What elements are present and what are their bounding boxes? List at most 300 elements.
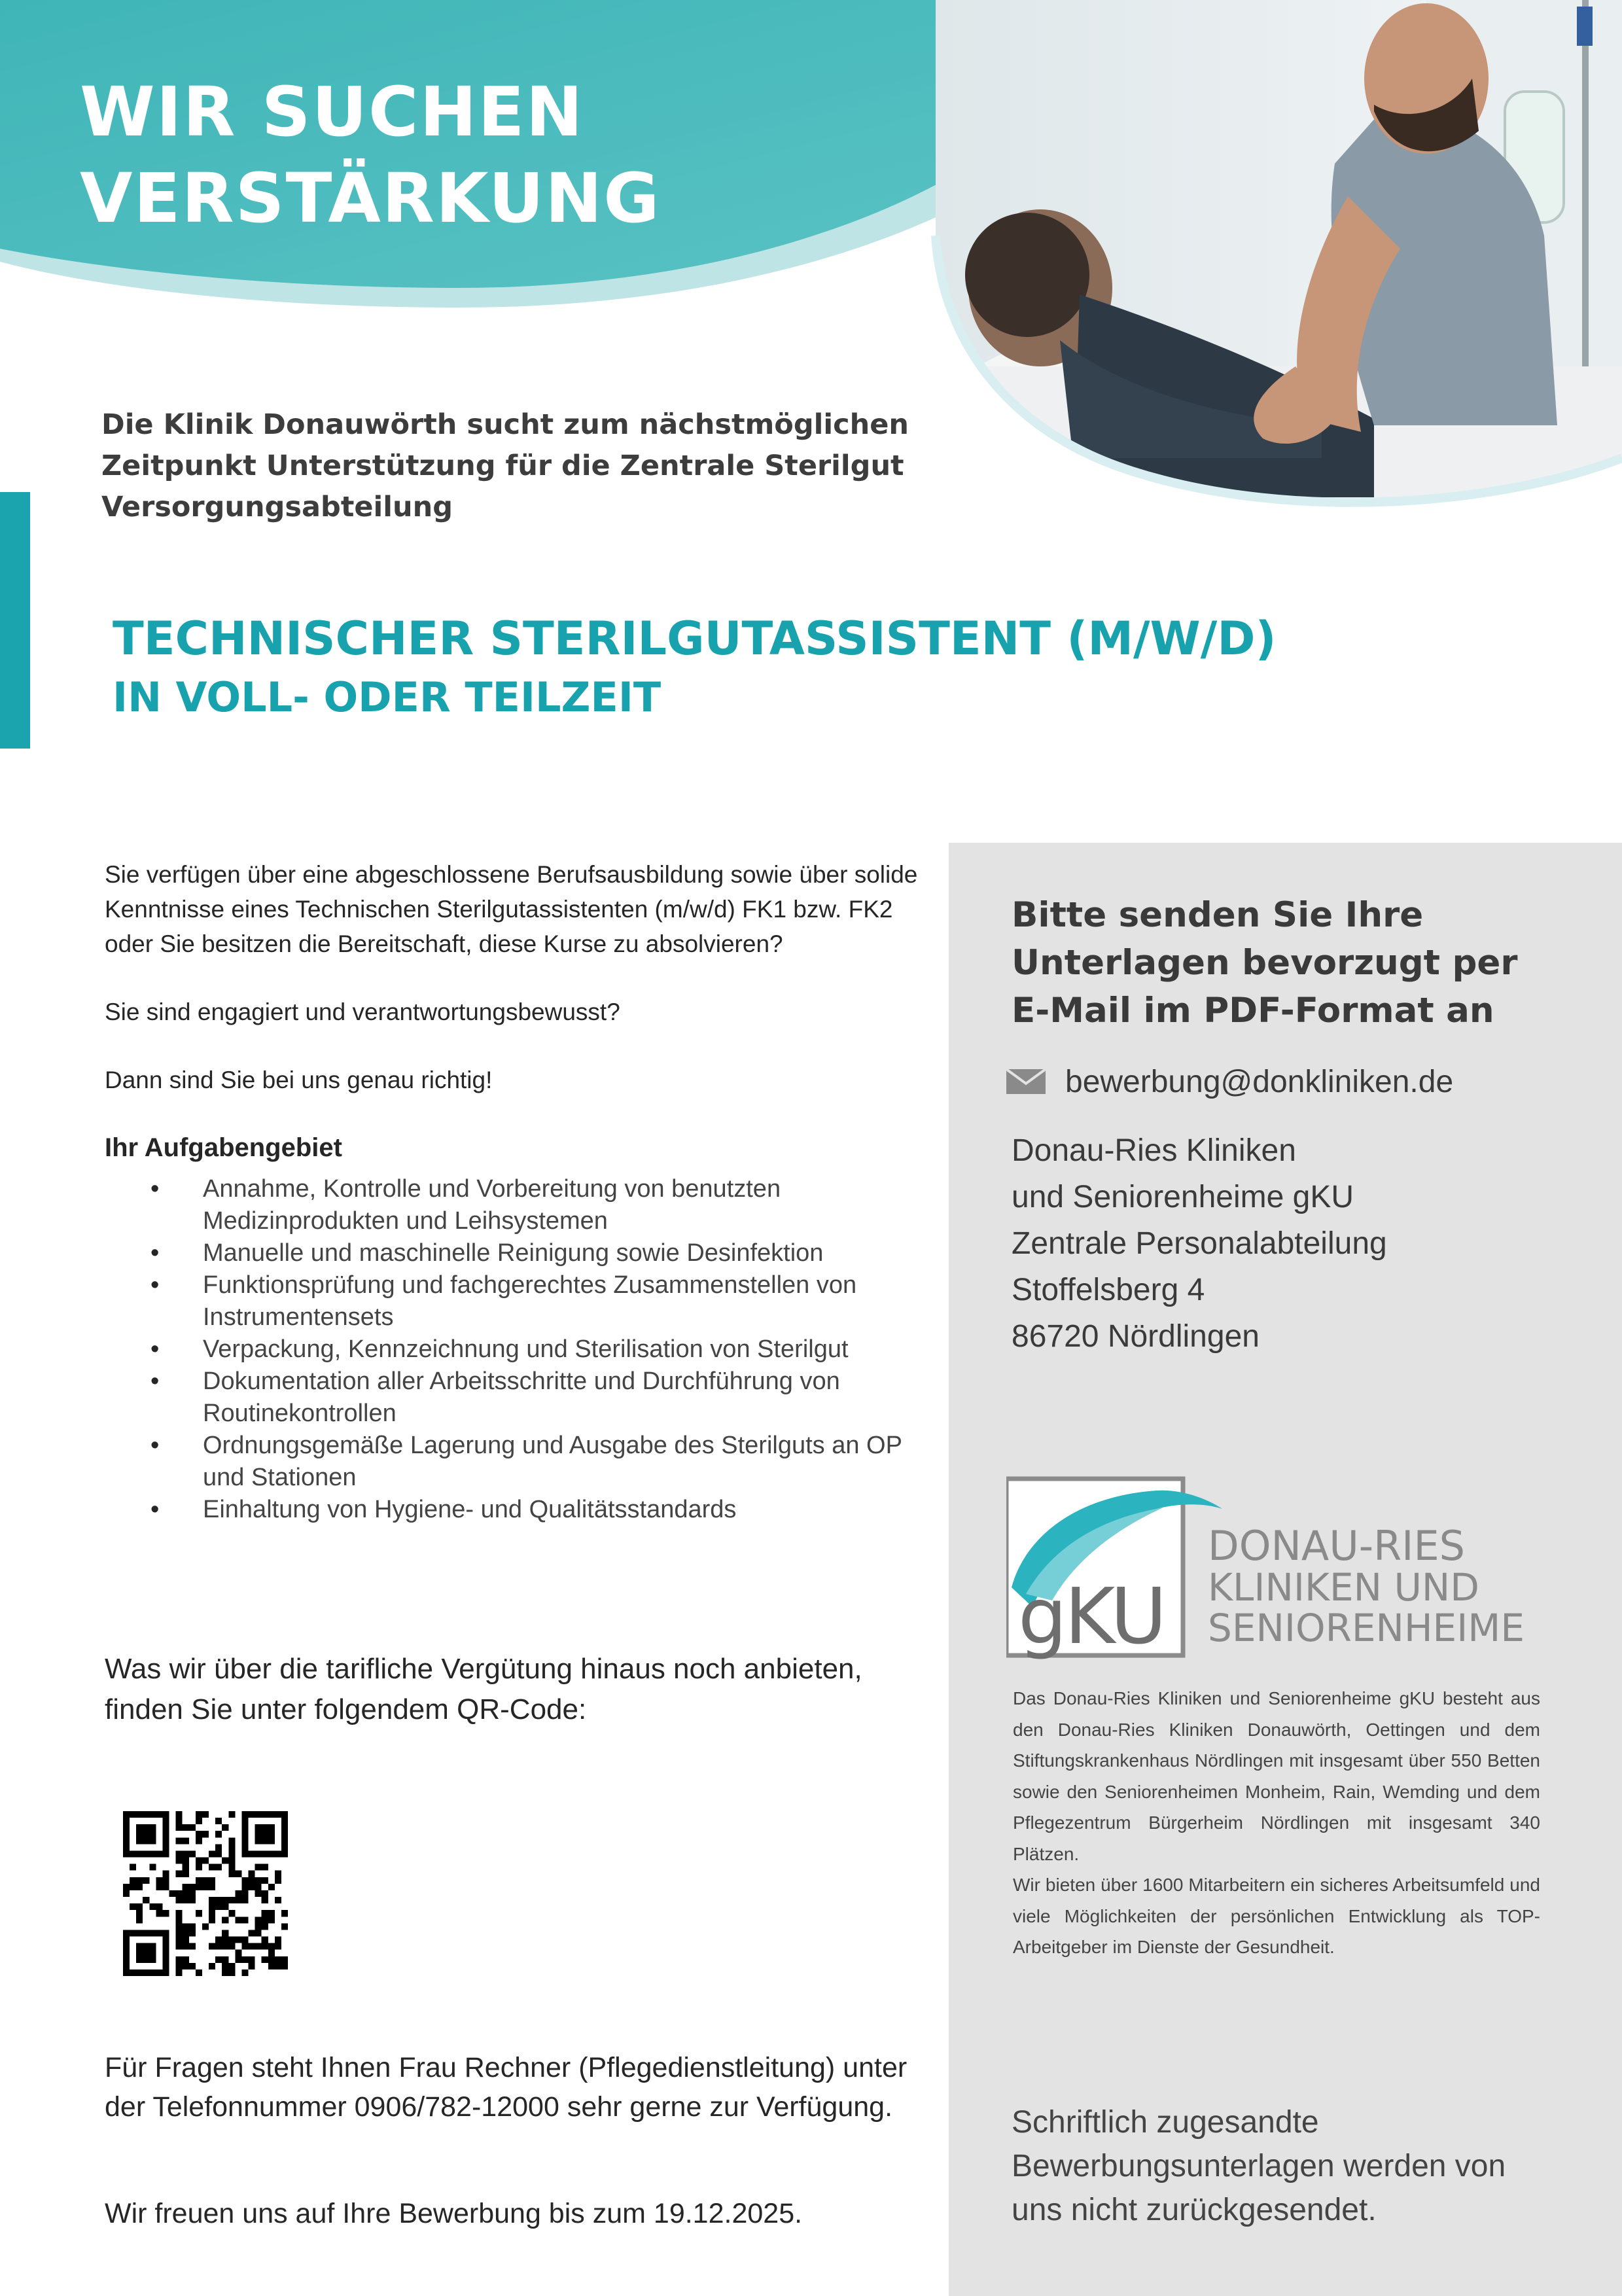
qr-module <box>215 1850 222 1857</box>
nurse-patient-photo <box>936 0 1622 523</box>
qr-module <box>202 1858 209 1864</box>
qr-module <box>189 1884 196 1890</box>
qr-module <box>196 1910 202 1916</box>
deadline-text: Wir freuen uns auf Ihre Bewerbung bis zum 19.12.2025. <box>105 2198 803 2229</box>
qr-module <box>183 1963 189 1969</box>
qr-module <box>275 1877 281 1884</box>
task-item: • Annahme, Kontrolle und Vorbereitung von benutzten Medizinprodukten und Leihsystemen <box>203 1173 923 1237</box>
qr-module <box>123 1850 130 1857</box>
qr-module <box>235 1950 241 1956</box>
qr-module <box>262 1831 268 1837</box>
qr-module <box>196 1884 202 1890</box>
qr-module <box>222 1956 228 1963</box>
qr-module <box>241 1943 248 1950</box>
qr-module <box>183 1837 189 1844</box>
application-heading <box>1012 891 1600 1034</box>
headline <box>80 69 800 241</box>
qr-module <box>215 1903 222 1910</box>
qr-module <box>262 1943 268 1950</box>
qr-module <box>222 1930 228 1936</box>
qr-module <box>222 1824 228 1831</box>
qr-module <box>262 1937 268 1943</box>
qr-module <box>123 1831 130 1837</box>
task-item: • Verpackung, Kennzeichnung und Sterilisation von Sterilgut <box>203 1333 923 1366</box>
qr-module <box>156 1884 162 1890</box>
qr-module <box>255 1884 262 1890</box>
tasks-list <box>105 1173 923 1526</box>
qr-module <box>176 1818 183 1824</box>
address-line: Zentrale Personalabteilung <box>1012 1226 1387 1261</box>
qr-module <box>162 1831 169 1837</box>
qr-module <box>176 1969 183 1976</box>
tasks-heading: Ihr Aufgabengebiet <box>105 1133 342 1162</box>
qr-module <box>281 1831 288 1837</box>
intro-line-3: Versorgungsabteilung <box>101 491 453 523</box>
headline-line-2: VERSTÄRKUNG <box>80 158 661 238</box>
address-line: 86720 Nördlingen <box>1012 1319 1260 1354</box>
qr-module <box>176 1910 183 1916</box>
qr-module <box>222 1897 228 1903</box>
qr-module <box>123 1930 130 1936</box>
qr-module <box>262 1811 268 1818</box>
qr-module <box>262 1923 268 1930</box>
postal-address <box>1012 1127 1600 1360</box>
job-title: TECHNISCHER STERILGUTASSISTENT (M/W/D) <box>113 612 1277 665</box>
qr-module <box>228 1897 235 1903</box>
qr-module <box>255 1864 262 1871</box>
qr-module <box>241 1818 248 1824</box>
qr-module <box>241 1877 248 1884</box>
qr-module <box>123 1844 130 1850</box>
side-accent-bar <box>0 492 30 749</box>
qr-module <box>196 1811 202 1818</box>
qr-module <box>149 1930 156 1936</box>
qr-module <box>215 1956 222 1963</box>
qr-module <box>249 1956 255 1963</box>
qr-module <box>156 1903 162 1910</box>
qr-module <box>262 1897 268 1903</box>
qr-module <box>123 1811 130 1818</box>
qr-module <box>209 1916 215 1923</box>
qr-code-icon[interactable] <box>123 1811 288 1976</box>
qr-module <box>281 1923 288 1930</box>
qr-module <box>255 1916 262 1923</box>
qr-module <box>162 1850 169 1857</box>
qr-module <box>228 1850 235 1857</box>
qr-module <box>149 1903 156 1910</box>
qr-module <box>275 1956 281 1963</box>
qr-module <box>255 1890 262 1897</box>
qr-module <box>281 1837 288 1844</box>
qr-module <box>249 1811 255 1818</box>
qr-module <box>222 1916 228 1923</box>
qr-module <box>228 1943 235 1950</box>
qr-module <box>268 1831 275 1837</box>
qr-module <box>183 1864 189 1871</box>
qr-module <box>176 1871 183 1877</box>
qr-module <box>183 1937 189 1943</box>
qr-module <box>149 1943 156 1950</box>
qr-module <box>130 1850 136 1857</box>
qr-module <box>136 1916 143 1923</box>
intro-line-1: Die Klinik Donauwörth sucht zum nächstmöglichen <box>101 408 909 441</box>
address-line: Donau-Ries Kliniken <box>1012 1133 1296 1168</box>
qr-module <box>130 1864 136 1871</box>
qr-module <box>228 1864 235 1871</box>
qr-module <box>255 1837 262 1844</box>
requirements-p3: Dann sind Sie bei uns genau richtig! <box>105 1067 493 1093</box>
qr-module <box>281 1844 288 1850</box>
qr-module <box>162 1937 169 1943</box>
qr-module <box>215 1943 222 1950</box>
qr-module <box>255 1930 262 1936</box>
qr-module <box>235 1897 241 1903</box>
qr-module <box>136 1831 143 1837</box>
qr-module <box>241 1884 248 1890</box>
qr-module <box>143 1831 149 1837</box>
qr-module <box>215 1831 222 1837</box>
qr-module <box>189 1963 196 1969</box>
qr-module <box>249 1963 255 1969</box>
qr-module <box>143 1850 149 1857</box>
qr-module <box>262 1824 268 1831</box>
benefits-line-2: finden Sie unter folgendem QR-Code: <box>105 1693 587 1725</box>
qr-module <box>136 1969 143 1976</box>
requirements-p1: Sie verfügen über eine abgeschlossene Berufsausbildung sowie über solide Kenntnisse eines Technischen Sterilgutassistenten (m/w/d) FK1 bzw. FK2 oder Sie besitzen die Bereitschaft, diese Kurse zu absolvieren? <box>105 861 918 957</box>
qr-module <box>209 1963 215 1969</box>
qr-module <box>209 1943 215 1950</box>
qr-module <box>275 1943 281 1950</box>
qr-module <box>249 1850 255 1857</box>
qr-module <box>143 1943 149 1950</box>
qr-module <box>222 1969 228 1976</box>
qr-module <box>249 1884 255 1890</box>
qr-module <box>136 1950 143 1956</box>
qr-module <box>275 1897 281 1903</box>
qr-module <box>202 1923 209 1930</box>
qr-module <box>262 1837 268 1844</box>
qr-module <box>162 1844 169 1850</box>
qr-module <box>241 1831 248 1837</box>
headline-line-1: WIR SUCHEN <box>80 72 584 152</box>
email-row <box>1006 1059 1595 1104</box>
qr-module <box>183 1930 189 1936</box>
qr-module <box>130 1877 136 1884</box>
qr-module <box>189 1923 196 1930</box>
qr-module <box>262 1916 268 1923</box>
qr-module <box>255 1824 262 1831</box>
qr-module <box>149 1956 156 1963</box>
qr-module <box>162 1910 169 1916</box>
qr-module <box>268 1916 275 1923</box>
requirements-p2: Sie sind engagiert und verantwortungsbewusst? <box>105 998 620 1025</box>
qr-module <box>176 1956 183 1963</box>
qr-module <box>136 1811 143 1818</box>
qr-module <box>183 1824 189 1831</box>
qr-module <box>123 1837 130 1844</box>
qr-module <box>209 1864 215 1871</box>
email-link[interactable]: bewerbung@donkliniken.de <box>1065 1064 1454 1099</box>
intro-text <box>101 404 952 528</box>
qr-module <box>209 1903 215 1910</box>
qr-module <box>130 1884 136 1890</box>
benefits-text <box>105 1649 955 1730</box>
qr-module <box>222 1943 228 1950</box>
qr-module <box>196 1858 202 1864</box>
qr-module <box>162 1950 169 1956</box>
task-item: • Einhaltung von Hygiene- und Qualitätsstandards <box>203 1494 923 1526</box>
qr-module <box>235 1916 241 1923</box>
qr-module <box>222 1903 228 1910</box>
qr-module <box>235 1871 241 1877</box>
qr-module <box>130 1903 136 1910</box>
return-note <box>1012 2100 1600 2232</box>
qr-module <box>143 1930 149 1936</box>
qr-module <box>123 1950 130 1956</box>
qr-module <box>143 1837 149 1844</box>
qr-module <box>196 1969 202 1976</box>
task-item: • Ordnungsgemäße Lagerung und Ausgabe des Sterilguts an OP und Stationen <box>203 1430 923 1494</box>
intro-line-2: Zeitpunkt Unterstützung für die Zentrale Sterilgut <box>101 450 904 482</box>
qr-module <box>136 1884 143 1890</box>
job-subtitle: IN VOLL- ODER TEILZEIT <box>113 673 661 721</box>
qr-module <box>241 1969 248 1976</box>
qr-module <box>176 1897 183 1903</box>
qr-module <box>281 1963 288 1969</box>
qr-module <box>209 1877 215 1884</box>
qr-module <box>156 1811 162 1818</box>
qr-module <box>249 1877 255 1884</box>
task-item: • Dokumentation aller Arbeitsschritte und Durchführung von Routinekontrollen <box>203 1366 923 1430</box>
qr-module <box>235 1890 241 1897</box>
qr-module <box>241 1937 248 1943</box>
qr-module <box>202 1884 209 1890</box>
qr-module <box>268 1824 275 1831</box>
about-p1: Das Donau-Ries Kliniken und Seniorenheime gKU besteht aus den Donau-Ries Kliniken Donauwörth, Oettingen und dem Stiftungskrankenhaus Nördlingen mit insgesamt über 550 Betten sowie den Seniorenheimen Monheim, Rain, Wemding und dem Pflegezentrum Bürgerheim Nördlingen mit insgesamt 340 Plätzen. <box>1013 1688 1540 1864</box>
qr-module <box>249 1930 255 1936</box>
qr-module <box>136 1943 143 1950</box>
qr-module <box>136 1850 143 1857</box>
qr-module <box>255 1943 262 1950</box>
address-line: Stoffelsberg 4 <box>1012 1273 1205 1307</box>
qr-module <box>183 1884 189 1890</box>
qr-module <box>149 1824 156 1831</box>
qr-module <box>162 1969 169 1976</box>
qr-module <box>222 1858 228 1864</box>
qr-module <box>136 1910 143 1916</box>
qr-module <box>241 1837 248 1844</box>
qr-module <box>183 1943 189 1950</box>
qr-module <box>149 1811 156 1818</box>
note-line-1: Schriftlich zugesandte <box>1012 2105 1319 2140</box>
qr-module <box>123 1956 130 1963</box>
qr-module <box>202 1811 209 1818</box>
qr-module <box>262 1864 268 1871</box>
logo-mark: gKU <box>1018 1571 1165 1661</box>
qr-module <box>189 1897 196 1903</box>
qr-module <box>215 1864 222 1871</box>
qr-module <box>130 1930 136 1936</box>
qr-module <box>136 1903 143 1910</box>
qr-module <box>215 1818 222 1824</box>
qr-module <box>136 1837 143 1844</box>
qr-module <box>143 1956 149 1963</box>
qr-module <box>189 1824 196 1831</box>
qr-module <box>281 1811 288 1818</box>
qr-module <box>255 1923 262 1930</box>
qr-module <box>249 1943 255 1950</box>
qr-module <box>241 1844 248 1850</box>
qr-module <box>268 1850 275 1857</box>
qr-module <box>275 1871 281 1877</box>
qr-module <box>136 1877 143 1884</box>
qr-module <box>275 1850 281 1857</box>
qr-module <box>196 1837 202 1844</box>
requirements-section <box>105 857 923 1526</box>
qr-module <box>130 1969 136 1976</box>
qr-module <box>196 1831 202 1837</box>
qr-module <box>249 1871 255 1877</box>
qr-module <box>136 1956 143 1963</box>
qr-module <box>241 1897 248 1903</box>
qr-module <box>162 1943 169 1950</box>
qr-module <box>196 1877 202 1884</box>
qr-module <box>143 1897 149 1903</box>
qr-module <box>156 1877 162 1884</box>
qr-module <box>123 1818 130 1824</box>
logo-line-3: SENIORENHEIME <box>1208 1606 1525 1650</box>
qr-module <box>281 1956 288 1963</box>
note-line-3: uns nicht zurückgesendet. <box>1012 2193 1377 2227</box>
qr-module <box>262 1850 268 1857</box>
qr-module <box>209 1884 215 1890</box>
qr-module <box>189 1850 196 1857</box>
qr-module <box>235 1937 241 1943</box>
qr-module <box>156 1969 162 1976</box>
qr-module <box>162 1884 169 1890</box>
qr-module <box>176 1837 183 1844</box>
qr-module <box>176 1858 183 1864</box>
qr-module <box>123 1937 130 1943</box>
qr-module <box>275 1811 281 1818</box>
qr-module <box>143 1969 149 1976</box>
envelope-icon <box>1006 1069 1046 1094</box>
qr-module <box>189 1943 196 1950</box>
qr-module <box>176 1824 183 1831</box>
qr-module <box>169 1890 176 1897</box>
qr-module <box>241 1850 248 1857</box>
qr-module <box>275 1963 281 1969</box>
qr-module <box>183 1897 189 1903</box>
qr-module <box>123 1943 130 1950</box>
qr-module <box>162 1818 169 1824</box>
qr-module <box>183 1871 189 1877</box>
qr-module <box>281 1910 288 1916</box>
qr-module <box>228 1837 235 1844</box>
qr-module <box>162 1824 169 1831</box>
qr-module <box>189 1890 196 1897</box>
qr-module <box>143 1824 149 1831</box>
qr-module <box>123 1890 130 1897</box>
qr-module <box>255 1850 262 1857</box>
qr-module <box>222 1963 228 1969</box>
qr-module <box>136 1930 143 1936</box>
qr-module <box>268 1811 275 1818</box>
qr-module <box>228 1910 235 1916</box>
qr-module <box>176 1890 183 1897</box>
qr-module <box>149 1950 156 1956</box>
qr-module <box>228 1858 235 1864</box>
qr-module <box>123 1824 130 1831</box>
qr-module <box>196 1864 202 1871</box>
qr-module <box>268 1963 275 1969</box>
qr-module <box>183 1858 189 1864</box>
qr-module <box>162 1963 169 1969</box>
logo-line-2: KLINIKEN UND <box>1208 1565 1479 1610</box>
qr-module <box>123 1969 130 1976</box>
qr-module <box>183 1850 189 1857</box>
qr-module <box>262 1956 268 1963</box>
qr-module <box>262 1877 268 1884</box>
qr-module <box>162 1956 169 1963</box>
qr-module <box>196 1818 202 1824</box>
qr-module <box>149 1850 156 1857</box>
qr-module <box>156 1930 162 1936</box>
qr-module <box>228 1963 235 1969</box>
qr-module <box>183 1890 189 1897</box>
task-item: • Funktionsprüfung und fachgerechtes Zusammenstellen von Instrumentensets <box>203 1269 923 1333</box>
qr-module <box>255 1831 262 1837</box>
qr-module <box>136 1824 143 1831</box>
qr-module <box>281 1818 288 1824</box>
questions-text: Für Fragen steht Ihnen Frau Rechner (Pflegedienstleitung) unter der Telefonnummer 0906/782-12000 sehr gerne zur Verfügung. <box>105 2052 908 2123</box>
benefits-line-1: Was wir über die tarifliche Vergütung hinaus noch anbieten, <box>105 1653 862 1685</box>
qr-module <box>143 1950 149 1956</box>
qr-module <box>202 1831 209 1837</box>
qr-module <box>183 1923 189 1930</box>
qr-module <box>149 1969 156 1976</box>
qr-module <box>143 1877 149 1884</box>
qr-module <box>262 1890 268 1897</box>
qr-module <box>241 1811 248 1818</box>
qr-module <box>149 1831 156 1837</box>
qr-module <box>228 1811 235 1818</box>
qr-module <box>176 1923 183 1930</box>
qr-module <box>156 1910 162 1916</box>
qr-module <box>215 1844 222 1850</box>
qr-module <box>123 1884 130 1890</box>
logo-line-1: DONAU-RIES <box>1208 1522 1465 1570</box>
qr-module <box>255 1877 262 1884</box>
qr-module <box>215 1897 222 1903</box>
application-heading-line-1: Bitte senden Sie Ihre <box>1012 895 1424 935</box>
qr-module <box>222 1937 228 1943</box>
qr-module <box>183 1956 189 1963</box>
qr-module <box>176 1943 183 1950</box>
qr-module <box>162 1811 169 1818</box>
qr-module <box>235 1956 241 1963</box>
qr-module <box>228 1937 235 1943</box>
qr-module <box>130 1811 136 1818</box>
qr-module <box>149 1864 156 1871</box>
qr-module <box>275 1937 281 1943</box>
qr-module <box>189 1930 196 1936</box>
qr-module <box>281 1850 288 1857</box>
qr-module <box>262 1910 268 1916</box>
qr-module <box>268 1910 275 1916</box>
qr-module <box>228 1871 235 1877</box>
qr-module <box>156 1850 162 1857</box>
